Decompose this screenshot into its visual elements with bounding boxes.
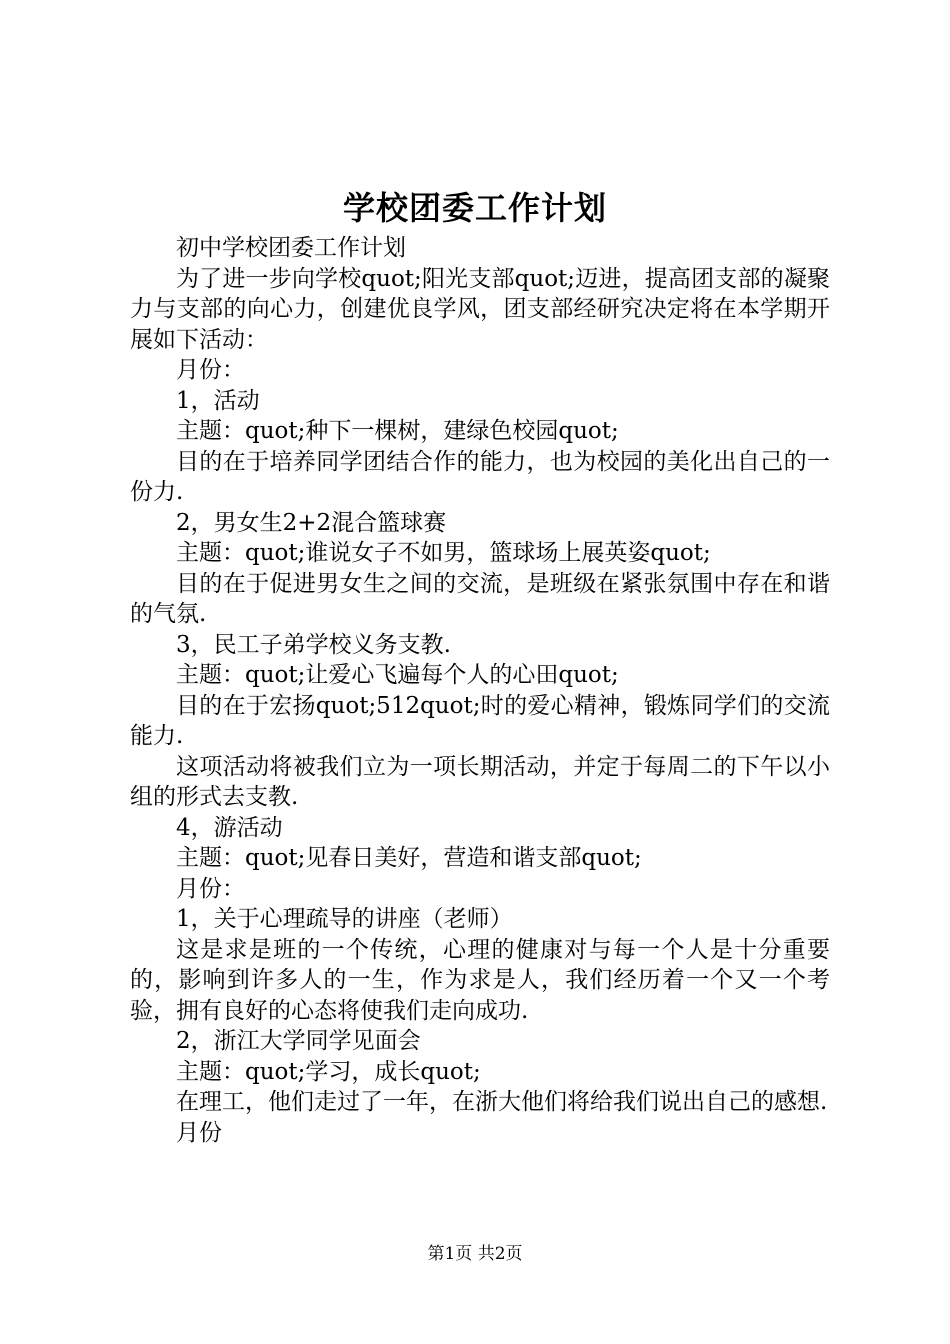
paragraph: 目的在于培养同学团结合作的能力，也为校园的美化出自己的一份力. [130,448,830,505]
paragraph: 1，关于心理疏导的讲座（老师） [176,906,513,932]
page-footer: 第1页 共2页 [427,1244,523,1264]
paragraph: 2，男女生2+2混合篮球赛 [176,509,447,536]
paragraph: 主题：quot;见春日美好，营造和谐支部quot; [176,845,642,871]
paragraph: 初中学校团委工作计划 [176,235,406,261]
paragraph: 2，浙江大学同学见面会 [176,1028,421,1054]
paragraph: 月份： [176,875,245,902]
paragraph: 主题：quot;学习，成长quot; [176,1058,481,1085]
paragraph: 这项活动将被我们立为一项长期活动，并定于每周二的下午以小组的形式去支教. [130,753,830,810]
document-title: 学校团委工作计划 [342,189,607,227]
paragraph: 主题：quot;种下一棵树，建绿色校园quot; [176,418,619,444]
paragraph: 月份： [176,357,245,383]
paragraph: 目的在于宏扬quot;512quot;时的爱心精神，锻炼同学们的交流能力. [130,692,830,749]
paragraph: 为了进一步向学校quot;阳光支部quot;迈进，提高团支部的凝聚力与支部的向心力，创建优良学风，团支部经研究决定将在本学期开展如下活动： [130,265,830,353]
paragraph: 目的在于促进男女生之间的交流，是班级在紧张氛围中存在和谐的气氛. [130,570,830,627]
paragraph: 在理工，他们走过了一年，在浙大他们将给我们说出自己的感想. [176,1089,828,1115]
paragraph: 主题：quot;谁说女子不如男，篮球场上展英姿quot; [176,540,711,566]
paragraph: 主题：quot;让爱心飞遍每个人的心田quot; [176,662,619,688]
paragraph: 1，活动 [176,387,260,414]
paragraph: 3，民工子弟学校义务支教. [176,631,451,658]
paragraph: 这是求是班的一个传统，心理的健康对与每一个人是十分重要的，影响到许多人的一生，作为求是人，我们经历着一个又一个考验，拥有良好的心态将使我们走向成功. [130,936,830,1024]
document-body [130,233,830,1148]
paragraph: 月份 [176,1119,222,1146]
paragraph: 4，游活动 [176,814,283,841]
